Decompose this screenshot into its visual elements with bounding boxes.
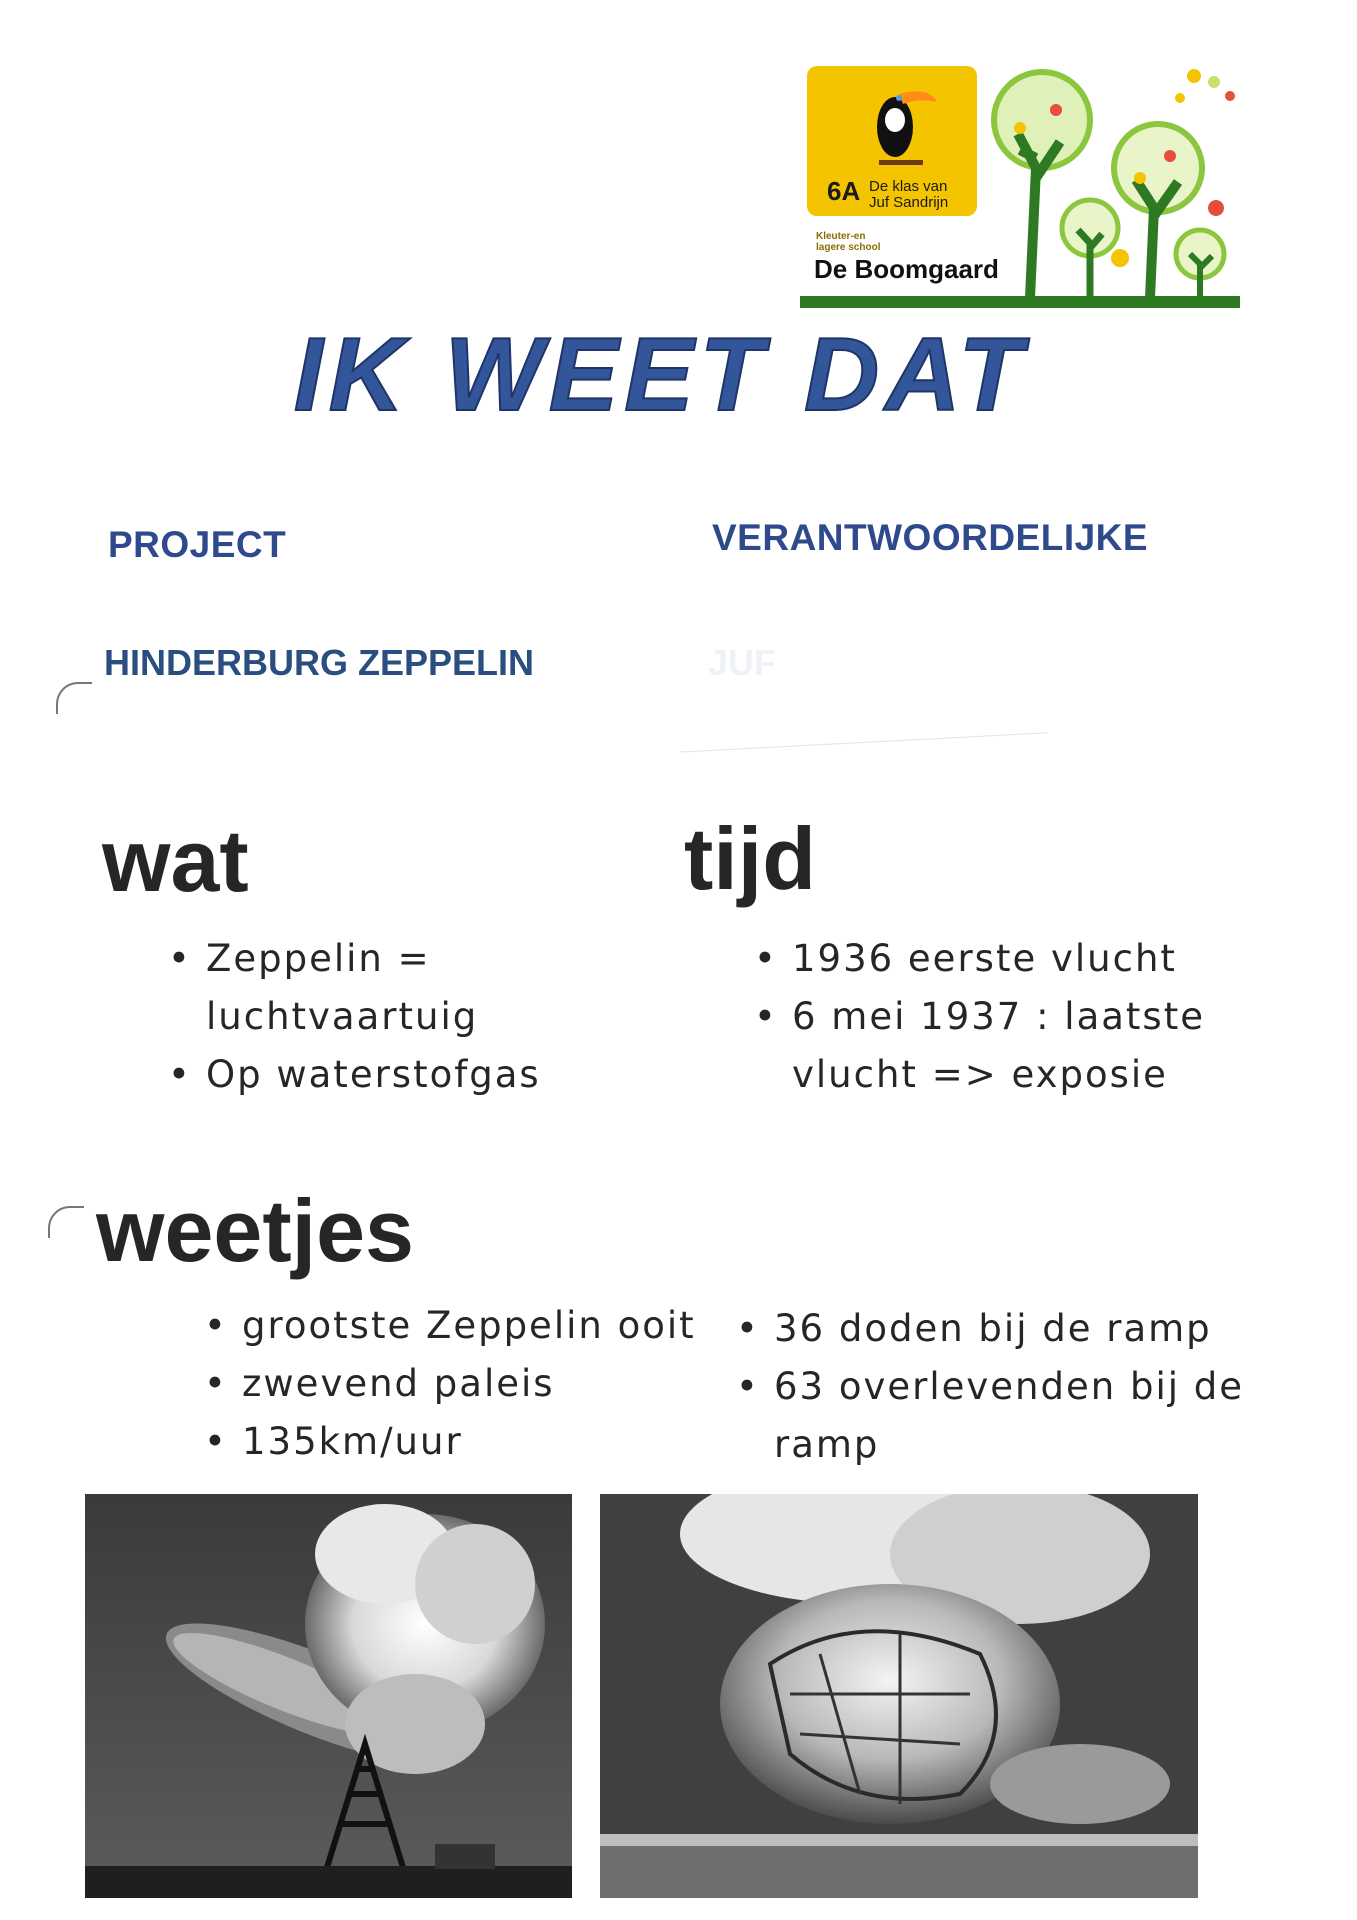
zeppelin-wreck-photo <box>600 1494 1198 1898</box>
school-logo <box>800 58 1240 316</box>
responsible-label: VERANTWOORDELIJKE <box>712 517 1149 558</box>
school-name: De Boomgaard <box>814 254 999 284</box>
class-badge <box>807 66 977 216</box>
list-item: • Op waterstofgas <box>168 1046 541 1104</box>
class-number: 6A <box>827 176 861 206</box>
wat-list <box>168 930 541 1104</box>
weetjes-heading: weetjes <box>96 1181 414 1280</box>
punch-hole-mark <box>56 682 92 714</box>
responsible-value: JUF <box>708 642 777 683</box>
class-line-1: De klas van <box>869 178 948 195</box>
page-title <box>236 318 1086 428</box>
weetjes-right-list <box>736 1300 1244 1474</box>
tijd-list <box>754 930 1205 1104</box>
list-item: • 63 overlevenden bij de <box>736 1358 1244 1416</box>
wat-heading: wat <box>102 811 249 910</box>
toucan-icon <box>859 72 939 176</box>
school-type-line-1: Kleuter-en <box>816 231 866 242</box>
trees-icon <box>980 58 1240 298</box>
list-item-continued: ramp <box>774 1423 880 1466</box>
list-item-continued: luchtvaartuig <box>206 995 479 1038</box>
project-value: HINDERBURG ZEPPELIN <box>104 642 535 683</box>
punch-hole-mark <box>48 1206 84 1238</box>
list-item: • 135km/uur <box>204 1413 696 1471</box>
list-item: • grootste Zeppelin ooit <box>204 1297 696 1355</box>
tijd-heading: tijd <box>684 809 816 908</box>
weetjes-left-list <box>204 1297 696 1471</box>
project-label: PROJECT <box>108 524 287 565</box>
class-line-2: Juf Sandrijn <box>869 194 949 211</box>
zeppelin-explosion-photo <box>85 1494 572 1898</box>
list-item: • zwevend paleis <box>204 1355 696 1413</box>
school-type-line-2: lagere school <box>816 242 881 253</box>
list-item: • 36 doden bij de ramp <box>736 1300 1244 1358</box>
grass-strip <box>800 296 1240 308</box>
list-item: • 6 mei 1937 : laatste <box>754 988 1205 1046</box>
list-item: • Zeppelin = <box>168 930 541 988</box>
svg-text:IK WEET DAT: IK WEET DAT <box>293 318 1029 428</box>
list-item: • 1936 eerste vlucht <box>754 930 1205 988</box>
list-item-continued: vlucht => exposie <box>792 1053 1168 1096</box>
